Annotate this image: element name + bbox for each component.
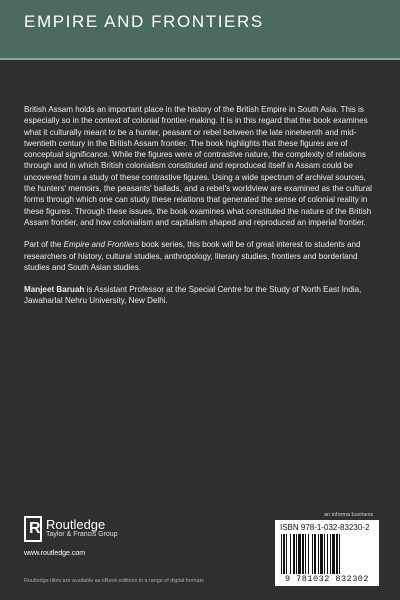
publisher-subtitle: Taylor & Francis Group — [46, 531, 118, 538]
series-header — [0, 0, 400, 58]
isbn-barcode — [275, 520, 379, 586]
author-paragraph — [24, 284, 378, 307]
routledge-logo-icon — [24, 516, 42, 542]
informa-tagline: an informa business — [324, 512, 374, 518]
isbn-label: ISBN 978-1-032-83230-2 — [280, 523, 370, 532]
publisher-block — [24, 516, 174, 566]
publisher-url: www.routledge.com — [24, 550, 86, 557]
header-divider — [0, 58, 400, 60]
description-paragraph: British Assam holds an important place in the history of the British Empire in South Asia. This is especially so in the context of colonial frontier-making. It is in this regard that the book examines what it culturally meant to be a hunter, peasant or rebel between the late nineteenth and mid-twentieth century in the British Assam frontier. The book highlights that these figures are of conceptual significance. While the figures were of contrastive nature, the complexity of relations through and in which British colonialism constituted and reproduced itself in Assam could be uncovered from a study of these contrastive figures. Using a wide spectrum of archival sources, the hunters' memoirs, the peasants' ballads, and a rebel's worldview are examined as the cultural forms through which one can study these relations that generated the sense of colonial reality in these figures. Through these issues, the book examines what constituted the nature of the British Assam frontier, and how colonialism and capitalism shaped and reproduced an imperial frontier. — [24, 105, 372, 227]
author-name: Manjeet Baruah — [24, 285, 85, 295]
barcode-digits: 9 781032 832302 — [284, 574, 369, 584]
author-bio: is Assistant Professor at the Special Centre for the Study of North East India, Jawaharlal Nehru University, New Delhi. — [24, 285, 362, 306]
logo-letter: R — [29, 520, 41, 537]
series-title: EMPIRE AND FRONTIERS — [24, 12, 264, 31]
series-text-before: Part of the — [24, 240, 64, 250]
series-name-italic: Empire and Frontiers — [63, 240, 140, 250]
series-paragraph — [24, 239, 378, 273]
book-description — [24, 104, 378, 318]
series-text-after: book series, this book will be of great interest to students and researchers of history, cultural studies, anthropology, literary studies, frontiers and borderland studies and South Asian studies. — [24, 240, 361, 272]
barcode-icon — [280, 534, 374, 574]
publisher-name: Routledge — [46, 517, 106, 532]
ebook-note: Routledge titles are available as eBook editions in a range of digital formats — [24, 578, 204, 584]
